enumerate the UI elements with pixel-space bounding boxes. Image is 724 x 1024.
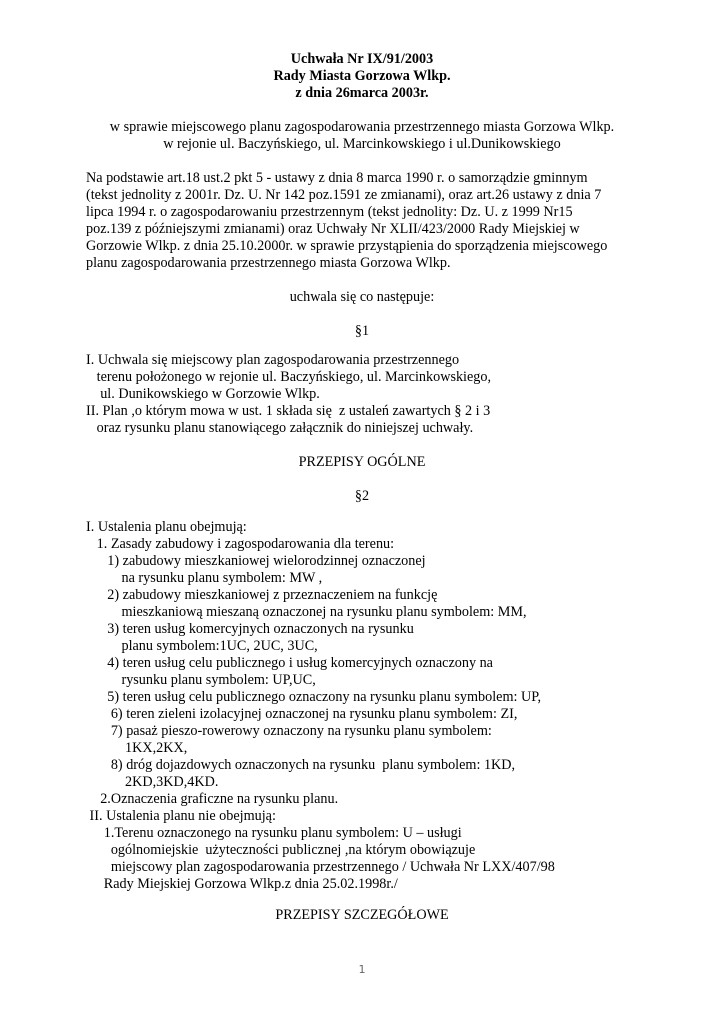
section-2-heading: §2 bbox=[354, 488, 370, 504]
section-2-line: 1.Terenu oznaczonego na rysunku planu symbolem: U – usługi bbox=[86, 825, 462, 841]
resolves-line: uchwala się co następuje: bbox=[289, 289, 435, 305]
preamble-line: (tekst jednolity z 2001r. Dz. U. Nr 142 poz.1591 ze zmianami), oraz art.26 ustawy z dnia 7 bbox=[86, 187, 602, 203]
preamble-line: poz.139 z późniejszymi zmianami) oraz Uchwały Nr XLII/423/2000 Rady Miejskiej w bbox=[86, 221, 580, 237]
section-1-line: I. Uchwala się miejscowy plan zagospodarowania przestrzennego bbox=[86, 352, 460, 368]
section-2-line: II. Ustalenia planu nie obejmują: bbox=[86, 808, 276, 824]
section-2-line: 7) pasaż pieszo-rowerowy oznaczony na rysunku planu symbolem: bbox=[86, 723, 492, 739]
preamble-line: lipca 1994 r. o zagospodarowaniu przestrzennym (tekst jednolity: Dz. U. z 1999 Nr15 bbox=[86, 204, 573, 220]
general-provisions-heading: PRZEPISY OGÓLNE bbox=[298, 454, 426, 470]
section-2-line: 5) teren usług celu publicznego oznaczony na rysunku planu symbolem: UP, bbox=[86, 689, 542, 705]
section-1-line: II. Plan ,o którym mowa w ust. 1 składa się z ustaleń zawartych § 2 i 3 bbox=[86, 403, 491, 419]
section-2-line: mieszkaniową mieszaną oznaczonej na rysunku planu symbolem: MM, bbox=[86, 604, 527, 620]
resolution-title: Uchwała Nr IX/91/2003 bbox=[290, 51, 434, 67]
subject-line: w rejonie ul. Baczyńskiego, ul. Marcinkowskiego i ul.Dunikowskiego bbox=[163, 136, 561, 152]
section-2-line: I. Ustalenia planu obejmują: bbox=[86, 519, 247, 535]
section-2-line: 1) zabudowy mieszkaniowej wielorodzinnej oznaczonej bbox=[86, 553, 426, 569]
section-2-line: 6) teren zieleni izolacyjnej oznaczonej na rysunku planu symbolem: ZI, bbox=[86, 706, 518, 722]
section-1-line: oraz rysunku planu stanowiącego załącznik do niniejszej uchwały. bbox=[86, 420, 474, 436]
resolution-issuer: Rady Miasta Gorzowa Wlkp. bbox=[273, 68, 451, 84]
section-2-line: na rysunku planu symbolem: MW , bbox=[86, 570, 323, 586]
section-2-line: 2KD,3KD,4KD. bbox=[86, 774, 219, 790]
section-2-line: 1KX,2KX, bbox=[86, 740, 188, 756]
preamble-line: planu zagospodarowania przestrzennego miasta Gorzowa Wlkp. bbox=[86, 255, 451, 271]
section-2-line: 1. Zasady zabudowy i zagospodarowania dla terenu: bbox=[86, 536, 395, 552]
page-number: 1 bbox=[358, 963, 366, 976]
section-2-line: 4) teren usług celu publicznego i usług komercyjnych oznaczony na bbox=[86, 655, 493, 671]
subject-line: w sprawie miejscowego planu zagospodarowania przestrzennego miasta Gorzowa Wlkp. bbox=[109, 119, 615, 135]
section-1-heading: §1 bbox=[354, 323, 370, 339]
section-2-line: miejscowy plan zagospodarowania przestrzennego / Uchwała Nr LXX/407/98 bbox=[86, 859, 555, 875]
section-1-line: terenu położonego w rejonie ul. Baczyńskiego, ul. Marcinkowskiego, bbox=[86, 369, 492, 385]
section-2-line: 2.Oznaczenia graficzne na rysunku planu. bbox=[86, 791, 339, 807]
section-2-line: 2) zabudowy mieszkaniowej z przeznaczeniem na funkcję bbox=[86, 587, 438, 603]
section-1-line: ul. Dunikowskiego w Gorzowie Wlkp. bbox=[86, 386, 320, 402]
preamble-line: Na podstawie art.18 ust.2 pkt 5 - ustawy z dnia 8 marca 1990 r. o samorządzie gminnym bbox=[86, 170, 588, 186]
section-2-line: ogólnomiejskie użyteczności publicznej ,na którym obowiązuje bbox=[86, 842, 476, 858]
section-2-line: 8) dróg dojazdowych oznaczonych na rysunku planu symbolem: 1KD, bbox=[86, 757, 516, 773]
section-2-line: planu symbolem:1UC, 2UC, 3UC, bbox=[86, 638, 318, 654]
section-2-line: rysunku planu symbolem: UP,UC, bbox=[86, 672, 316, 688]
preamble-line: Gorzowie Wlkp. z dnia 25.10.2000r. w sprawie przystąpienia do sporządzenia miejscowego bbox=[86, 238, 608, 254]
section-2-line: 3) teren usług komercyjnych oznaczonych na rysunku bbox=[86, 621, 414, 637]
detailed-provisions-heading: PRZEPISY SZCZEGÓŁOWE bbox=[275, 907, 449, 923]
resolution-date: z dnia 26marca 2003r. bbox=[295, 85, 429, 101]
section-2-line: Rady Miejskiej Gorzowa Wlkp.z dnia 25.02.1998r./ bbox=[86, 876, 398, 892]
